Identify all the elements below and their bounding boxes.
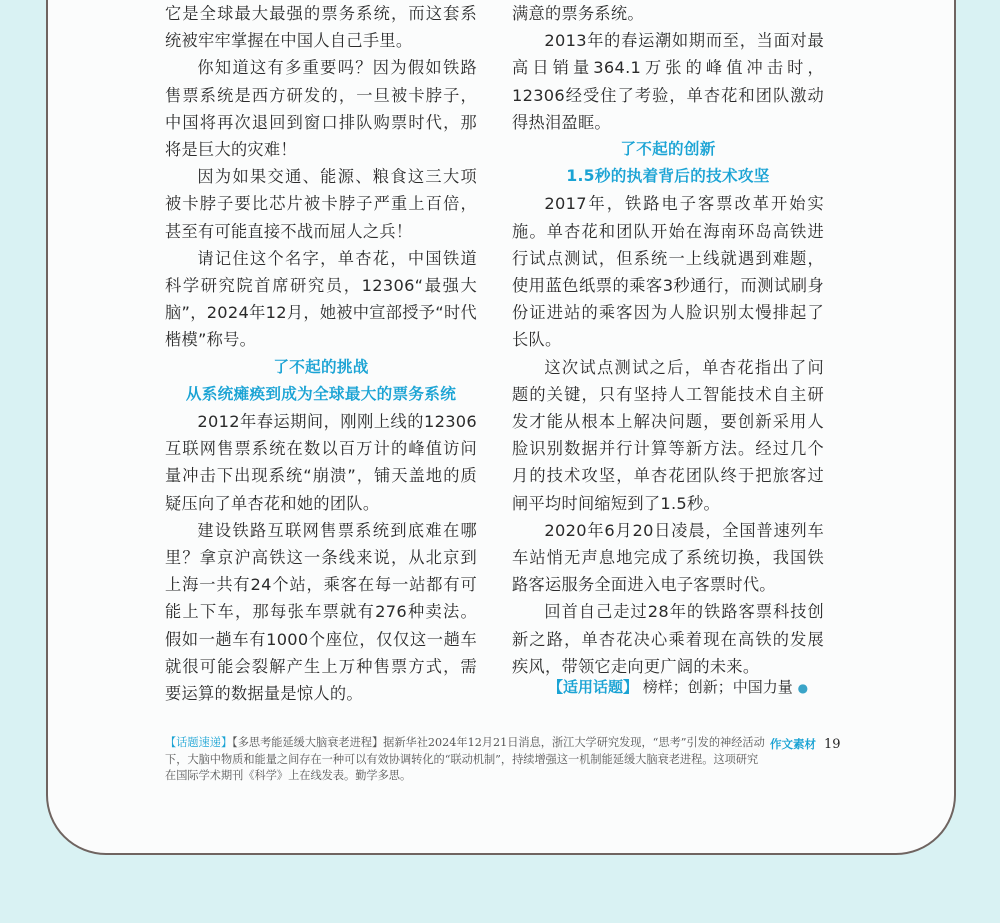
paragraph: 满意的票务系统。 [512,4,644,23]
paragraph: 2012年春运期间，刚刚上线的12306互联网售票系统在数以百万计的峰值访问量冲击下出现系统“崩溃”，铺天盖地的质疑压向了单杏花和她的团队。 [165,412,477,513]
paragraph: 2017年，铁路电子客票改革开始实施。单杏花和团队开始在海南环岛高铁进行试点测试，但系统一上线就遇到难题，使用蓝色纸票的乘客3秒通行，而测试刷身份证进站的乘客因为人脸识别太慢排起了长队。 [512,194,824,350]
right-column [512,0,824,680]
left-column [165,0,477,707]
paragraph: 2020年6月20日凌晨，全国普速列车车站悄无声息地完成了系统切换，我国铁路客运服务全面进入电子客票时代。 [512,520,824,595]
footer-note [165,735,765,785]
paragraph: 因为如果交通、能源、粮食这三大项被卡脖子要比芯片被卡脖子严重上百倍，甚至有可能直接不战而屈人之兵！ [165,167,477,241]
paragraph: 你知道这有多重要吗？因为假如铁路售票系统是西方研发的，一旦被卡脖子，中国将再次退回到窗口排队购票时代，那将是巨大的灾难！ [165,58,477,160]
topics-label: 【适用话题】 [548,678,639,696]
page-number: 19 [824,737,841,752]
paragraph: 请记住这个名字，单杏花，中国铁道科学研究院首席研究员，12306“最强大脑”，2024年12月，她被中宣部授予“时代楷模”称号。 [165,248,477,350]
section-subheading: 1.5秒的执着背后的技术攻坚 [566,167,770,186]
paragraph: 回首自己走过28年的铁路客票科技创新之路，单杏花决心乘着现在高铁的发展疾风，带领它走向更广阔的未来。 [512,602,824,676]
paragraph: 它是全球最大最强的票务系统，而这套系统被牢牢掌握在中国人自己手里。 [165,4,477,51]
footer-label: 【话题速递】 [165,736,233,749]
section-heading: 了不起的挑战 [273,357,369,376]
section-subheading: 从系统瘫痪到成为全球最大的票务系统 [185,384,457,403]
topics-text: 榜样；创新；中国力量 [642,678,793,696]
folio-name: 作文素材 [770,737,816,751]
footer-text: 【多思考能延缓大脑衰老进程】据新华社2024年12月21日消息，浙江大学研究发现，“思考”引发的神经活动下，大脑中物质和能量之间存在一种可以有效协调转化的“联动机制”，持续增强这一机制能延缓大脑衰老进程。这项研究在国际学术期刊《科学》上在线发表。勤学多思。 [165,736,765,782]
paragraph: 2013年的春运潮如期而至，当面对最高日销量364.1万张的峰值冲击时，12306经受住了考验，单杏花和团队激动得热泪盈眶。 [512,31,824,132]
folio [770,736,841,752]
paragraph: 建设铁路互联网售票系统到底难在哪里？拿京沪高铁这一条线来说，从北京到上海一共有24个站，乘客在每一站都有可能上下车，那每张车票就有276种卖法。假如一趟车有1000个座位，仅仅这一趟车就很可能会裂解产生上万种售票方式，需要运算的数据量是惊人的。 [165,520,477,704]
applicable-topics [548,675,808,700]
section-heading: 了不起的创新 [620,140,716,159]
paragraph: 这次试点测试之后，单杏花指出了问题的关键，只有坚持人工智能技术自主研发才能从根本上解决问题，要创新采用人脸识别数据并行计算等新方法。经过几个月的技术攻坚，单杏花团队终于把旅客过闸平均时间缩短到了1.5秒。 [512,357,824,513]
leaf-icon: ● [797,681,809,695]
